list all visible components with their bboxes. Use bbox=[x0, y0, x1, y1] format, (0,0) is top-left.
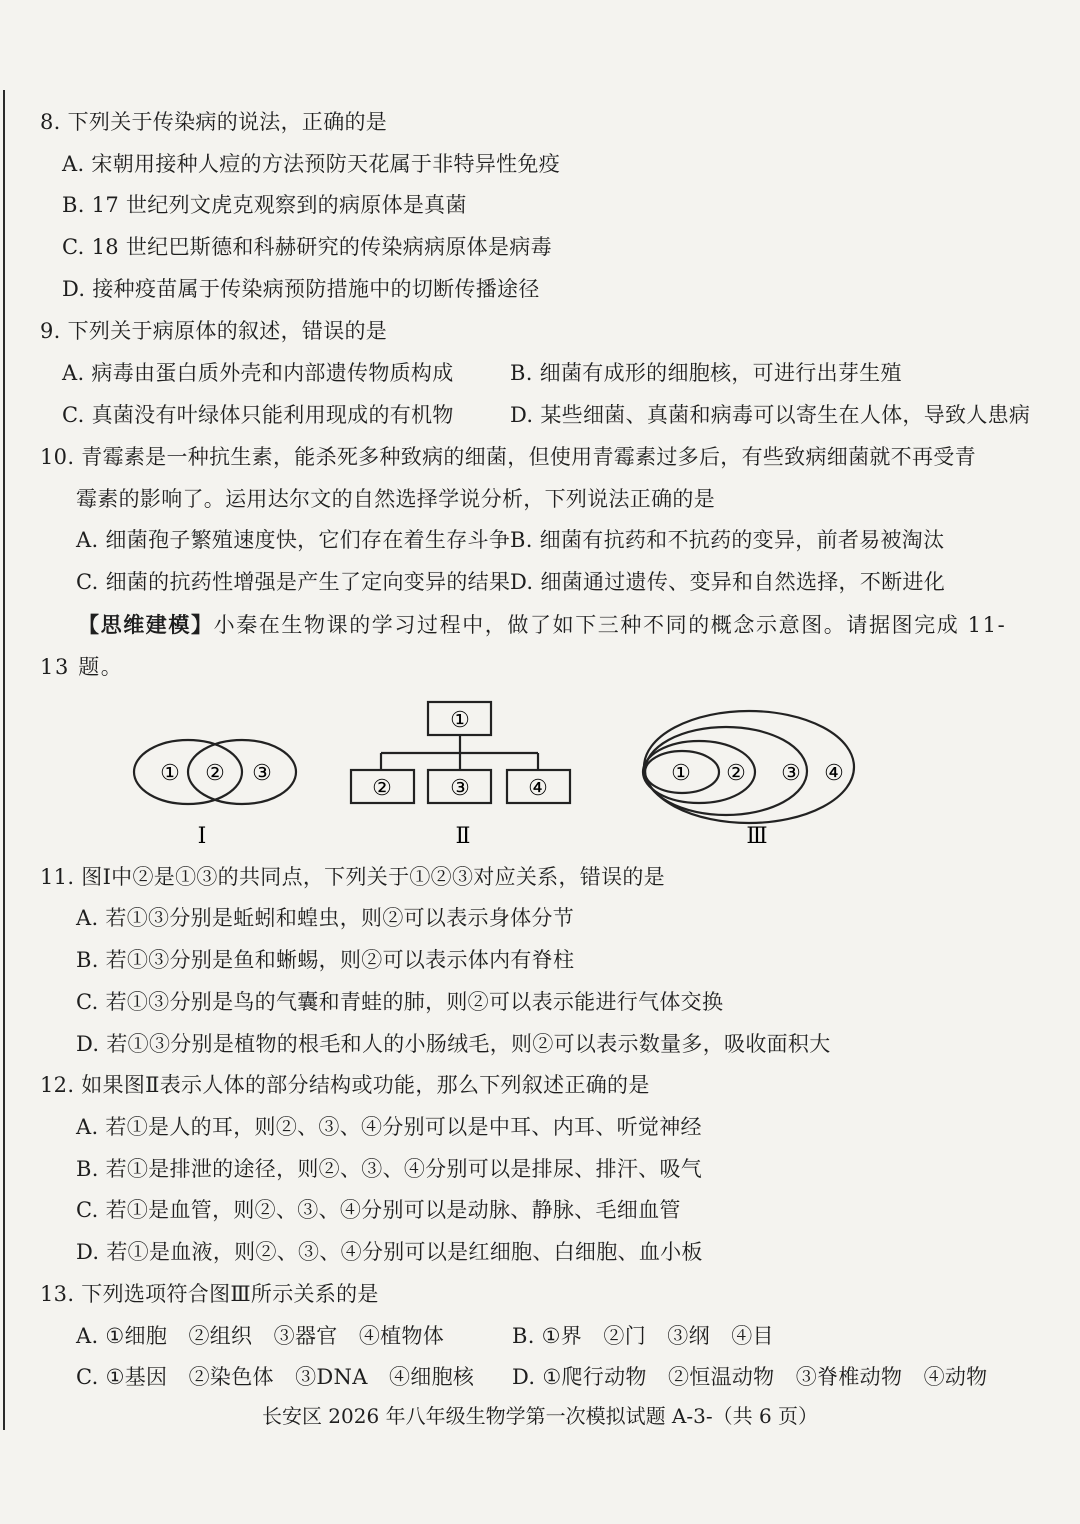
q13-stem: 13. 下列选项符合图Ⅲ所示关系的是 bbox=[40, 1282, 379, 1306]
modeling-tag: 【思维建模】 bbox=[78, 612, 214, 637]
q13-option-b: B. ①界 ②门 ③纲 ④目 bbox=[512, 1324, 774, 1348]
modeling-line1: 小秦在生物课的学习过程中，做了如下三种不同的概念示意图。请据图完成 11- bbox=[213, 613, 1007, 637]
q12-option-b: B. 若①是排泄的途径，则②、③、④分别可以是排尿、排汗、吸气 bbox=[76, 1157, 703, 1181]
q9-option-b: B. 细菌有成形的细胞核，可进行出芽生殖 bbox=[510, 361, 902, 385]
q12-stem: 12. 如果图Ⅱ表示人体的部分结构或功能，那么下列叙述正确的是 bbox=[40, 1073, 650, 1097]
q11-option-c: C. 若①③分别是鸟的气囊和青蛙的肺，则②可以表示能进行气体交换 bbox=[76, 990, 724, 1014]
q8-option-d: D. 接种疫苗属于传染病预防措施中的切断传播途径 bbox=[62, 277, 540, 301]
tree-label-3: ③ bbox=[450, 776, 470, 801]
venn-label-1: ① bbox=[160, 761, 180, 786]
q9-option-c: C. 真菌没有叶绿体只能利用现成的有机物 bbox=[62, 403, 454, 427]
diagram-caption-3: Ⅲ bbox=[746, 824, 768, 849]
q11-option-a: A. 若①③分别是蚯蚓和蝗虫，则②可以表示身体分节 bbox=[76, 906, 575, 930]
q11-stem: 11. 图Ⅰ中②是①③的共同点，下列关于①②③对应关系，错误的是 bbox=[40, 865, 665, 889]
nested-label-1: ① bbox=[671, 761, 691, 786]
q11-option-d: D. 若①③分别是植物的根毛和人的小肠绒毛，则②可以表示数量多，吸收面积大 bbox=[76, 1032, 831, 1056]
q13-option-c: C. ①基因 ②染色体 ③DNA ④细胞核 bbox=[76, 1365, 475, 1389]
q10-option-a: A. 细菌孢子繁殖速度快，它们存在着生存斗争 bbox=[76, 528, 511, 552]
diagram-caption-2: Ⅱ bbox=[455, 824, 471, 849]
q8-stem: 8. 下列关于传染病的说法，正确的是 bbox=[40, 110, 388, 134]
tree-label-1: ① bbox=[450, 708, 470, 733]
q10-option-c: C. 细菌的抗药性增强是产生了定向变异的结果 bbox=[76, 570, 511, 594]
q10-stem-line1: 10. 青霉素是一种抗生素，能杀死多种致病的细菌，但使用青霉素过多后，有些致病细菌就不再受青 bbox=[40, 445, 976, 469]
concept-diagrams bbox=[0, 690, 1080, 860]
page-footer: 长安区 2026 年八年级生物学第一次模拟试题 A-3-（共 6 页） bbox=[261, 1404, 819, 1428]
nested-label-4: ④ bbox=[824, 761, 844, 786]
q13-option-a: A. ①细胞 ②组织 ③器官 ④植物体 bbox=[76, 1324, 445, 1348]
tree-label-4: ④ bbox=[528, 776, 548, 801]
q8-option-a: A. 宋朝用接种人痘的方法预防天花属于非特异性免疫 bbox=[62, 152, 561, 176]
venn-label-2: ② bbox=[205, 761, 225, 786]
q8-option-b: B. 17 世纪列文虎克观察到的病原体是真菌 bbox=[62, 193, 467, 217]
q13-option-d: D. ①爬行动物 ②恒温动物 ③脊椎动物 ④动物 bbox=[512, 1365, 988, 1389]
q9-option-d: D. 某些细菌、真菌和病毒可以寄生在人体，导致人患病 bbox=[510, 403, 1031, 427]
modeling-intro bbox=[78, 610, 1006, 640]
q9-stem: 9. 下列关于病原体的叙述，错误的是 bbox=[40, 319, 388, 343]
tree-label-2: ② bbox=[372, 776, 392, 801]
q11-option-b: B. 若①③分别是鱼和蜥蜴，则②可以表示体内有脊柱 bbox=[76, 948, 575, 972]
q10-option-b: B. 细菌有抗药和不抗药的变异，前者易被淘汰 bbox=[510, 528, 945, 552]
modeling-line2: 13 题。 bbox=[40, 655, 124, 679]
q12-option-a: A. 若①是人的耳，则②、③、④分别可以是中耳、内耳、听觉神经 bbox=[76, 1115, 702, 1139]
q9-option-a: A. 病毒由蛋白质外壳和内部遗传物质构成 bbox=[62, 361, 454, 385]
q8-option-c: C. 18 世纪巴斯德和科赫研究的传染病病原体是病毒 bbox=[62, 235, 552, 259]
q12-option-d: D. 若①是血液，则②、③、④分别可以是红细胞、白细胞、血小板 bbox=[76, 1240, 703, 1264]
diagram-caption-1: Ⅰ bbox=[197, 824, 207, 849]
q12-option-c: C. 若①是血管，则②、③、④分别可以是动脉、静脉、毛细血管 bbox=[76, 1198, 681, 1222]
venn-label-3: ③ bbox=[252, 761, 272, 786]
nested-label-3: ③ bbox=[781, 761, 801, 786]
q10-option-d: D. 细菌通过遗传、变异和自然选择，不断进化 bbox=[510, 570, 946, 594]
q10-stem-line2: 霉素的影响了。运用达尔文的自然选择学说分析，下列说法正确的是 bbox=[76, 487, 715, 511]
nested-label-2: ② bbox=[726, 761, 746, 786]
